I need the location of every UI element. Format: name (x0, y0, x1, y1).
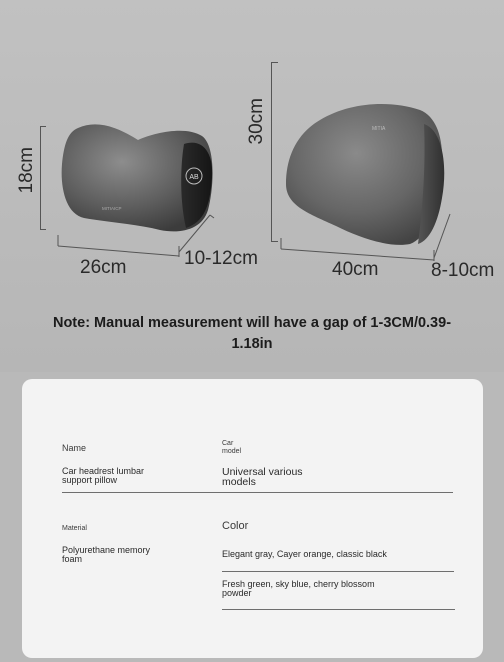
car-model-label: Car model (222, 440, 242, 455)
name-value: Car headrest lumbar support pillow (62, 466, 145, 485)
car-model-value: Universal various models (222, 466, 303, 488)
large-height-tick-bottom (271, 241, 278, 242)
small-height-line (40, 126, 41, 230)
small-depth-label: 10-12cm (184, 248, 258, 269)
large-height-line (271, 62, 272, 242)
specs-card (22, 379, 483, 658)
row-divider-3 (222, 609, 455, 610)
small-height-tick-top (40, 126, 46, 127)
large-height-label: 30cm (246, 98, 267, 145)
neck-pillow-image (56, 118, 218, 238)
row-divider-1 (62, 492, 453, 493)
small-pillow-brand: MITIAICP (102, 206, 122, 211)
small-height-tick-bottom (40, 229, 46, 230)
large-pillow-brand: MITIA (372, 126, 386, 132)
material-value: Polyurethane memory foam (62, 545, 151, 564)
color-label: Color (222, 520, 249, 532)
large-depth-label: 8-10cm (431, 260, 495, 281)
small-height-label: 18cm (16, 147, 37, 194)
row-divider-2 (222, 571, 454, 572)
color-value-1: Elegant gray, Cayer orange, classic black (222, 549, 387, 559)
large-height-tick-top (271, 62, 278, 63)
measurement-note: Note: Manual measurement will have a gap of 1-3CM/0.39-1.18in (52, 315, 452, 352)
lumbar-pillow-image (280, 98, 452, 248)
material-label: Material (62, 525, 87, 532)
name-label: Name (62, 443, 87, 453)
large-width-label: 40cm (332, 259, 379, 280)
color-value-2: Fresh green, sky blue, cherry blossom powder (222, 579, 375, 598)
small-pillow-logo: AB (189, 174, 199, 181)
small-width-label: 26cm (80, 257, 127, 278)
